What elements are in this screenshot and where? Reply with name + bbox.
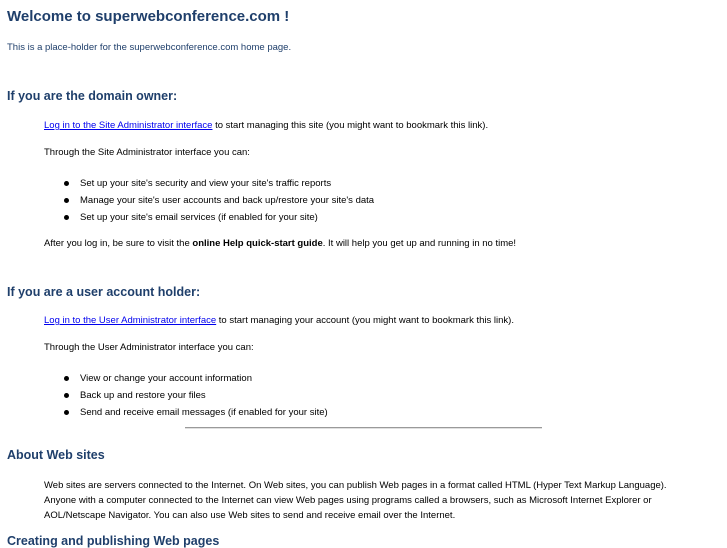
help-guide-label: online Help quick-start guide — [192, 238, 323, 249]
about-heading: About Web sites — [7, 448, 105, 462]
user-bullet-list — [44, 373, 328, 424]
list-item: View or change your account information — [44, 373, 328, 390]
user-login-line — [44, 315, 514, 326]
section-divider — [185, 427, 542, 429]
user-login-rest: to start managing your account (you might want to bookmark this link). — [216, 315, 514, 326]
list-item: Back up and restore your files — [44, 390, 328, 407]
after-login-pre: After you log in, be sure to visit the — [44, 238, 193, 249]
owner-login-rest: to start managing this site (you might want to bookmark this link). — [212, 120, 489, 131]
creating-heading: Creating and publishing Web pages — [7, 534, 220, 548]
site-admin-login-link[interactable]: Log in to the Site Administrator interface — [44, 120, 213, 131]
list-item: Manage your site's user accounts and back up/restore your site's data — [44, 195, 374, 212]
owner-after-login-text — [44, 238, 516, 249]
after-login-post: . It will help you get up and running in no time! — [322, 238, 517, 249]
user-heading: If you are a user account holder: — [7, 285, 201, 299]
list-item: Send and receive email messages (if enabled for your site) — [44, 407, 328, 424]
list-item: Set up your site's email services (if enabled for your site) — [44, 212, 374, 229]
intro-text: This is a place-holder for the superwebconference.com home page. — [7, 42, 292, 53]
owner-bullet-list — [44, 178, 374, 229]
list-item: Set up your site's security and view your site's traffic reports — [44, 178, 374, 195]
user-through-text: Through the User Administrator interface you can: — [44, 342, 254, 353]
page-title: Welcome to superwebconference.com ! — [7, 8, 290, 25]
about-body: Web sites are servers connected to the Internet. On Web sites, you can publish Web pages in a format called HTML (Hyper Text Markup Language). Anyone with a computer connected to the Internet can view Web pages using programs called a browsers, such as Microsoft Internet Explorer or AOL/Netscape Navigator. You can also use Web sites to send and receive email over the Internet. — [44, 480, 667, 521]
owner-through-text: Through the Site Administrator interface you can: — [44, 147, 250, 158]
owner-heading: If you are the domain owner: — [7, 89, 178, 103]
user-admin-login-link[interactable]: Log in to the User Administrator interface — [44, 315, 217, 326]
owner-login-line — [44, 120, 488, 131]
